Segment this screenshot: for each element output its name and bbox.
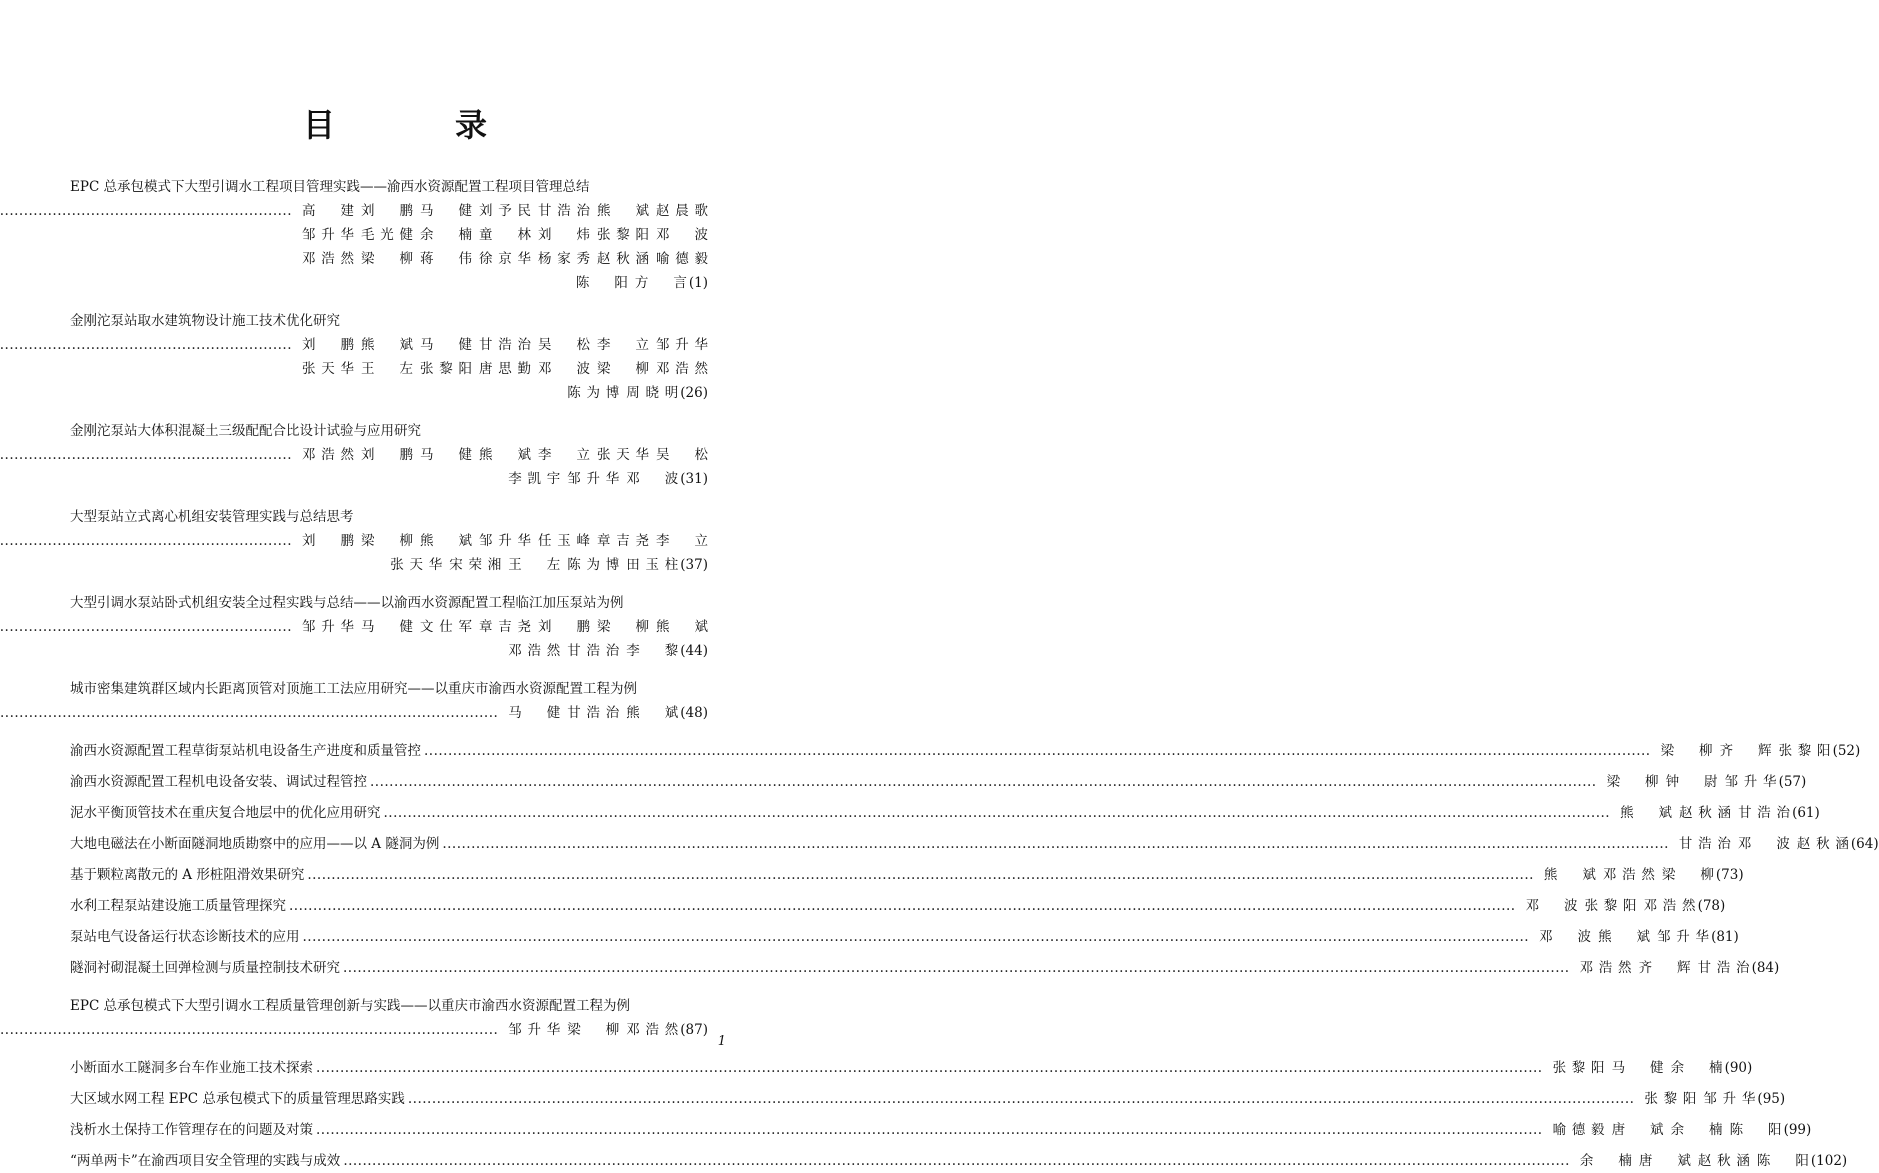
toc-author: 刘鹏 [302, 533, 354, 549]
toc-line [70, 863, 1744, 887]
toc-author: 陈为博 [567, 385, 620, 401]
toc-author: 梁柳 [361, 251, 413, 267]
toc-line [70, 1056, 1753, 1080]
toc-page-number: (64) [1850, 836, 1879, 852]
toc-entry [70, 863, 1744, 887]
toc-author-line [70, 615, 710, 639]
dot-leader [289, 894, 1516, 918]
toc-entry [70, 309, 710, 405]
dot-leader [0, 615, 292, 639]
toc-author: 喻德毅 [1552, 1122, 1605, 1138]
toc-author: 方言 [634, 275, 687, 291]
toc-author: 邹升华 [302, 619, 354, 635]
toc-page-number: (78) [1697, 898, 1726, 914]
toc-author: 蒋伟 [420, 251, 472, 267]
toc-page-number: (31) [680, 471, 708, 487]
toc-author: 李黎 [626, 643, 679, 659]
toc-author: 毛光健 [361, 227, 413, 243]
toc-author: 高建 [302, 203, 354, 219]
toc-author: 熊斌 [656, 619, 708, 635]
toc-line [70, 801, 1820, 825]
toc-author: 刘鹏 [538, 619, 590, 635]
toc-entry [70, 894, 1726, 918]
dot-leader [424, 739, 1651, 763]
toc-author-line [70, 639, 710, 663]
toc-author: 赵秋涵 [1679, 805, 1732, 821]
toc-author: 梁柳 [597, 619, 649, 635]
toc-author: 熊斌 [626, 705, 679, 721]
toc-author: 张黎阳 [1644, 1091, 1697, 1107]
page-title: 目 录 [302, 106, 531, 144]
toc-author: 邓波 [1737, 836, 1790, 852]
toc-title: 大型引调水泵站卧式机组安装全过程实践与总结——以渝西水资源配置工程临江加压泵站为例 [70, 595, 624, 611]
dot-leader [307, 863, 1534, 887]
toc-page-number: (61) [1792, 805, 1820, 821]
dot-leader [343, 1149, 1570, 1173]
toc-author: 熊斌 [1620, 805, 1673, 821]
toc-author: 邓波 [1539, 929, 1592, 945]
toc-entry [70, 801, 1820, 825]
toc-entry [70, 739, 1861, 763]
toc-entry [70, 419, 710, 491]
toc-title: 城市密集建筑群区域内长距离顶管对顶施工工法应用研究——以重庆市渝西水资源配置工程为例 [70, 681, 637, 697]
toc-author: 邓波 [656, 227, 708, 243]
toc-author: 陈阳 [1729, 1122, 1782, 1138]
toc-author: 刘予民 [479, 203, 531, 219]
toc-author: 任玉峰 [538, 533, 590, 549]
toc-title: 浅析水土保持工作管理存在的问题及对策 [70, 1122, 313, 1138]
toc-line [70, 894, 1726, 918]
toc-entry [70, 505, 710, 577]
toc-page-number: (48) [680, 705, 708, 721]
toc-page-number: (81) [1711, 929, 1739, 945]
toc-author: 张黎阳 [597, 227, 649, 243]
toc-author: 邹升华 [508, 1022, 561, 1038]
toc-author-line [70, 223, 710, 247]
toc-entry [70, 1087, 1786, 1111]
dot-leader [0, 199, 292, 223]
dot-leader [343, 956, 1570, 980]
toc-author: 熊斌 [479, 447, 531, 463]
toc-author: 王左 [361, 361, 413, 377]
toc-author: 熊斌 [597, 203, 649, 219]
toc-author: 张黎阳 [1778, 743, 1831, 759]
toc-author: 李凯宇 [508, 471, 561, 487]
toc-author: 梁柳 [1660, 743, 1713, 759]
toc-author-line [70, 443, 710, 467]
toc-author: 余楠 [1670, 1060, 1723, 1076]
dot-leader [316, 1118, 1543, 1142]
toc-author: 甘浩治 [479, 337, 531, 353]
toc-author: 刘炜 [538, 227, 590, 243]
toc-author: 宋荣湘 [449, 557, 502, 573]
toc-author: 张天华 [302, 361, 354, 377]
toc-author: 杨家秀 [538, 251, 590, 267]
toc-page-number: (102) [1810, 1153, 1848, 1169]
toc-title: 水利工程泵站建设施工质量管理探究 [70, 898, 286, 914]
table-of-contents [70, 175, 1879, 1173]
toc-author: 吴松 [656, 447, 708, 463]
toc-author: 文仕军 [420, 619, 472, 635]
toc-author: 刘鹏 [302, 337, 354, 353]
toc-title: 金刚沱泵站大体积混凝土三级配配合比设计试验与应用研究 [70, 423, 421, 439]
toc-author-line [70, 199, 710, 223]
toc-title: 大区域水网工程 EPC 总承包模式下的质量管理思路实践 [70, 1091, 405, 1107]
toc-author: 刘鹏 [361, 447, 413, 463]
toc-page-number: (73) [1715, 867, 1744, 883]
toc-title: 泵站电气设备运行状态诊断技术的应用 [70, 929, 300, 945]
toc-entry [70, 994, 710, 1042]
toc-author: 唐思勤 [479, 361, 531, 377]
toc-author: 邹升华 [302, 227, 354, 243]
toc-page-number: (90) [1724, 1060, 1753, 1076]
toc-author: 梁柳 [1661, 867, 1714, 883]
toc-entry [70, 770, 1807, 794]
toc-author: 张黎阳 [420, 361, 472, 377]
toc-author-line [70, 247, 710, 271]
toc-page-number: (52) [1832, 743, 1861, 759]
dot-leader [408, 1087, 1635, 1111]
toc-author: 齐辉 [1719, 743, 1772, 759]
toc-author: 邓浩然 [626, 1022, 679, 1038]
toc-author-line [70, 553, 710, 577]
toc-author: 甘浩治 [1697, 960, 1750, 976]
toc-author: 邓浩然 [302, 251, 354, 267]
toc-author: 余楠 [420, 227, 472, 243]
dot-leader [316, 1056, 1543, 1080]
toc-author-line [70, 357, 710, 381]
toc-author: 邹升华 [656, 337, 708, 353]
toc-author: 李立 [656, 533, 708, 549]
toc-author: 赵秋涵 [1796, 836, 1849, 852]
toc-entry [70, 1149, 1848, 1173]
toc-author: 余楠 [1579, 1153, 1632, 1169]
toc-author: 田玉柱 [626, 557, 679, 573]
toc-page-number: (44) [680, 643, 708, 659]
toc-author: 张黎阳 [1584, 898, 1637, 914]
dot-leader [0, 701, 498, 725]
toc-line [70, 770, 1807, 794]
toc-author: 邓浩然 [1579, 960, 1632, 976]
toc-author: 邓波 [538, 361, 590, 377]
toc-author: 徐京华 [479, 251, 531, 267]
toc-title: 渝西水资源配置工程机电设备安装、调试过程管控 [70, 774, 367, 790]
toc-page-number: (57) [1778, 774, 1807, 790]
dot-leader [384, 801, 1611, 825]
toc-author: 王左 [508, 557, 561, 573]
toc-author: 马健 [420, 447, 472, 463]
toc-title: “两单两卡”在渝西项目安全管理的实践与成效 [70, 1153, 341, 1169]
toc-author: 梁柳 [567, 1022, 620, 1038]
toc-author: 甘浩治 [1678, 836, 1731, 852]
toc-line [70, 1149, 1848, 1173]
toc-author: 甘浩治 [538, 203, 590, 219]
toc-author: 熊斌 [420, 533, 472, 549]
toc-author-line [70, 701, 710, 725]
toc-title: 小断面水工隧洞多台车作业施工技术探索 [70, 1060, 313, 1076]
toc-author: 唐斌 [1638, 1153, 1691, 1169]
toc-author: 喻德毅 [656, 251, 708, 267]
toc-page-number: (87) [680, 1022, 708, 1038]
toc-author: 张天华 [597, 447, 649, 463]
toc-author: 周晓明 [626, 385, 679, 401]
toc-author: 童林 [479, 227, 531, 243]
toc-entry [70, 591, 710, 663]
toc-page-number: (99) [1783, 1122, 1812, 1138]
toc-author: 熊斌 [1598, 929, 1651, 945]
toc-entry [70, 1056, 1753, 1080]
toc-title: EPC 总承包模式下大型引调水工程项目管理实践——渝西水资源配置工程项目管理总结 [70, 179, 590, 195]
toc-author: 邓浩然 [302, 447, 354, 463]
toc-author: 吴松 [538, 337, 590, 353]
toc-author: 马健 [508, 705, 561, 721]
toc-title: 大型泵站立式离心机组安装管理实践与总结思考 [70, 509, 354, 525]
toc-author: 齐辉 [1638, 960, 1691, 976]
toc-author: 邹升华 [479, 533, 531, 549]
toc-author: 余楠 [1670, 1122, 1723, 1138]
toc-author: 李立 [538, 447, 590, 463]
toc-author-line [70, 529, 710, 553]
dot-leader [0, 529, 292, 553]
toc-page-number: (1) [688, 275, 708, 291]
dot-leader [0, 1018, 498, 1042]
toc-author: 邹升华 [1724, 774, 1777, 790]
toc-page-number: (95) [1757, 1091, 1786, 1107]
toc-author: 章吉尧 [597, 533, 649, 549]
toc-author: 邹升华 [1657, 929, 1710, 945]
toc-page-number: (26) [680, 385, 708, 401]
toc-author: 张黎阳 [1552, 1060, 1605, 1076]
toc-author-line [70, 467, 710, 491]
toc-author: 钟尉 [1665, 774, 1718, 790]
toc-title: 基于颗粒离散元的 A 形桩阻滑效果研究 [70, 867, 305, 883]
page-number: 1 [717, 1034, 726, 1049]
toc-title: 渝西水资源配置工程草街泵站机电设备生产进度和质量管控 [70, 743, 421, 759]
dot-leader [303, 925, 1530, 949]
toc-entry [70, 1118, 1812, 1142]
toc-line [70, 1087, 1786, 1111]
dot-leader [370, 770, 1597, 794]
toc-author: 甘浩治 [567, 705, 620, 721]
toc-line [70, 956, 1780, 980]
toc-entry [70, 175, 710, 295]
toc-author-line [70, 271, 710, 295]
toc-author: 梁柳 [1606, 774, 1659, 790]
toc-author: 陈为博 [567, 557, 620, 573]
toc-author: 张天华 [390, 557, 443, 573]
toc-author: 熊斌 [361, 337, 413, 353]
toc-title: 大地电磁法在小断面隧洞地质勘察中的应用——以 A 隧洞为例 [70, 836, 440, 852]
toc-author: 马健 [361, 619, 413, 635]
toc-line [70, 739, 1861, 763]
toc-author: 邓浩然 [508, 643, 561, 659]
toc-author: 陈阳 [575, 275, 628, 291]
toc-author: 马健 [420, 203, 472, 219]
dot-leader [0, 333, 292, 357]
toc-author: 梁柳 [597, 361, 649, 377]
toc-author: 邹升华 [567, 471, 620, 487]
dot-leader [442, 832, 1669, 856]
toc-author: 陈阳 [1756, 1153, 1809, 1169]
toc-author: 邓波 [626, 471, 679, 487]
toc-author: 熊斌 [1543, 867, 1596, 883]
toc-author: 邓浩然 [1643, 898, 1696, 914]
toc-author: 刘鹏 [361, 203, 413, 219]
toc-author-line [70, 333, 710, 357]
toc-author-line [70, 1018, 710, 1042]
toc-entry [70, 956, 1780, 980]
toc-line [70, 925, 1739, 949]
toc-title: EPC 总承包模式下大型引调水工程质量管理创新与实践——以重庆市渝西水资源配置工程为例 [70, 998, 631, 1014]
toc-author: 邓浩然 [1602, 867, 1655, 883]
toc-author: 赵秋涵 [1697, 1153, 1750, 1169]
dot-leader [0, 443, 292, 467]
toc-author: 梁柳 [361, 533, 413, 549]
toc-title: 金刚沱泵站取水建筑物设计施工技术优化研究 [70, 313, 340, 329]
toc-author: 邹升华 [1703, 1091, 1756, 1107]
toc-author: 马健 [420, 337, 472, 353]
toc-author: 章吉尧 [479, 619, 531, 635]
toc-author: 甘浩治 [1738, 805, 1791, 821]
toc-page-number: (84) [1751, 960, 1780, 976]
toc-line [70, 1118, 1812, 1142]
toc-page-number: (37) [680, 557, 708, 573]
toc-line [70, 832, 1879, 856]
toc-author: 邓波 [1525, 898, 1578, 914]
toc-author: 马健 [1611, 1060, 1664, 1076]
toc-title: 泥水平衡顶管技术在重庆复合地层中的优化应用研究 [70, 805, 381, 821]
toc-entry [70, 925, 1739, 949]
toc-entry [70, 677, 710, 725]
toc-title: 隧洞衬砌混凝土回弹检测与质量控制技术研究 [70, 960, 340, 976]
toc-author: 邓浩然 [656, 361, 708, 377]
toc-author: 唐斌 [1611, 1122, 1664, 1138]
toc-entry [70, 832, 1879, 856]
toc-author-line [70, 381, 710, 405]
toc-author: 甘浩治 [567, 643, 620, 659]
toc-author: 赵晨歌 [656, 203, 708, 219]
toc-author: 赵秋涵 [597, 251, 649, 267]
toc-author: 李立 [597, 337, 649, 353]
